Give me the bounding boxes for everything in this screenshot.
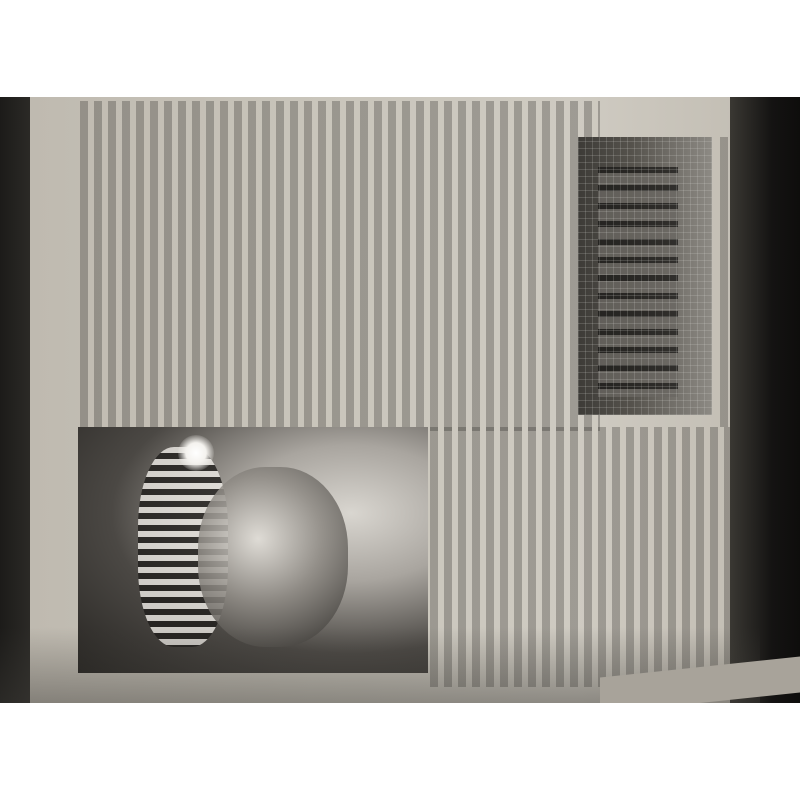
goal-net bbox=[578, 137, 712, 415]
text-lines bbox=[80, 101, 600, 431]
book-photo bbox=[0, 97, 800, 703]
book-page bbox=[30, 97, 758, 703]
stadium-light bbox=[178, 435, 214, 471]
match-photo-goal bbox=[578, 137, 712, 415]
article-text-columns bbox=[80, 101, 600, 431]
book-spine-shadow bbox=[730, 97, 800, 703]
players-group bbox=[198, 467, 348, 647]
